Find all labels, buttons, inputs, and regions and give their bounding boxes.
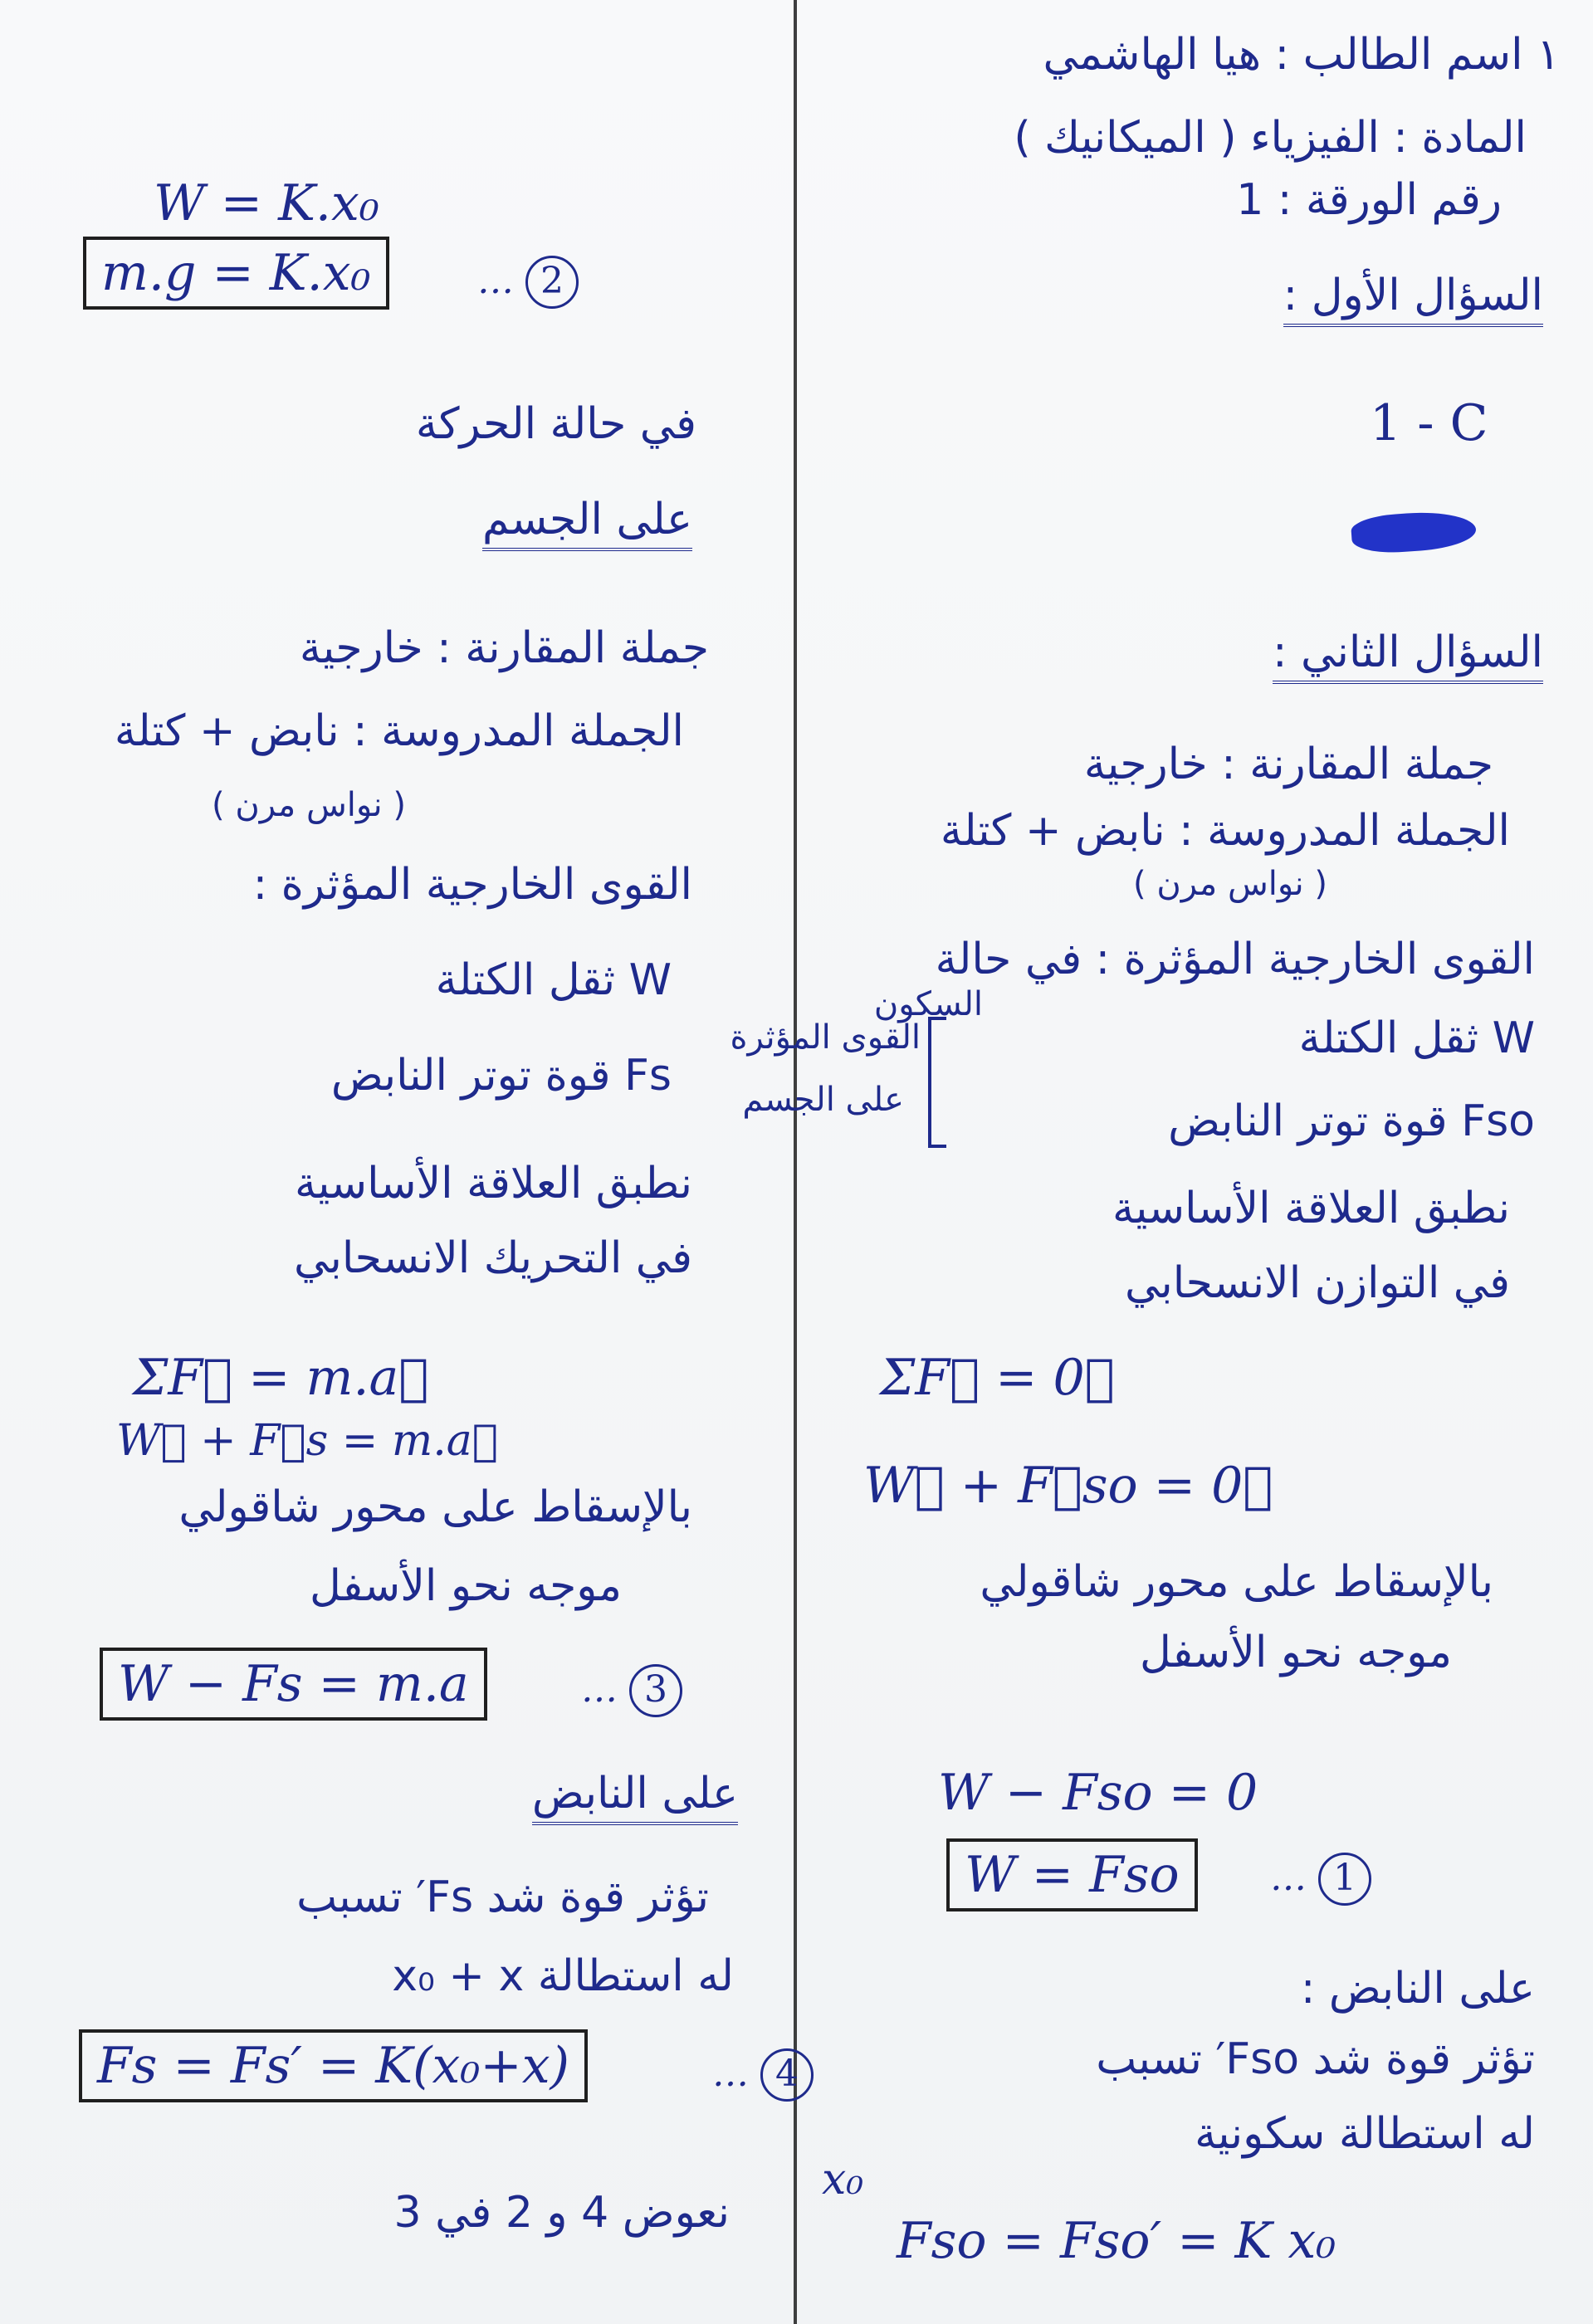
eq11-tag: … 4 [712, 2048, 814, 2102]
system-left: الجملة المدروسة : نابض + كتلة [114, 706, 684, 756]
eq7-box [83, 237, 389, 310]
spring2-left: له استطالة x₀ + x [392, 1951, 734, 2001]
eq9: W⃗ + F⃗s = m.a⃗ [116, 1416, 498, 1466]
eq8: ΣF⃗ = m.a⃗ [133, 1349, 429, 1407]
eq11: Fs = Fs′ = K(x₀+x) [97, 2037, 569, 2095]
eq10: W − Fs = m.a [118, 1655, 469, 1713]
eq10-box [100, 1648, 487, 1721]
eq4: W = Fso [965, 1846, 1180, 1904]
forces2-right: السكون [873, 985, 983, 1023]
sheet-number: رقم الورقة : 1 [1236, 175, 1502, 225]
forces-bracket [928, 1017, 946, 1148]
eq6: W = K.x₀ [154, 174, 379, 232]
motion1: في حالة الحركة [415, 399, 696, 449]
eq4-box [946, 1838, 1198, 1911]
frame-right: جملة المقارنة : خارجية [1083, 740, 1493, 789]
motion2: على الجسم [482, 498, 692, 551]
eq11-number: 4 [760, 2048, 814, 2102]
force-fso-right: Fso قوة توتر النابض [1168, 1096, 1535, 1146]
eq3: W − Fso = 0 [938, 1764, 1258, 1822]
eq10-tag: … 3 [581, 1664, 682, 1717]
spring2-right: له استطالة سكونية [1195, 2109, 1535, 2159]
forces-left: القوى الخارجية المؤثرة : [252, 860, 692, 910]
frame-left: جملة المقارنة : خارجية [299, 623, 709, 673]
system2-right: ( نواس مرن ) [1133, 865, 1327, 903]
q2-title: السؤال الثاني : [1273, 631, 1543, 684]
eq7: m.g = K.x₀ [101, 244, 371, 302]
spring-title-left: على النابض [532, 1772, 738, 1825]
page-divider [794, 0, 797, 2324]
scribble-mark [1351, 509, 1478, 555]
spring1-left: تؤثر قوة شد Fs′ تسبب [296, 1872, 709, 1922]
eq7-tag: … 2 [477, 256, 579, 309]
eq10-number: 3 [629, 1664, 682, 1717]
eq4-tag: … 1 [1270, 1853, 1371, 1906]
q1-title: السؤال الأول : [1283, 274, 1543, 327]
forces-right: القوى الخارجية المؤثرة : في حالة [935, 935, 1535, 984]
bracket-label1: القوى المؤثرة [730, 1018, 921, 1057]
eq11-box [79, 2029, 588, 2102]
substitution-note: نعوض 4 و 2 في 3 [393, 2188, 730, 2238]
law2-left: في التحريك الانسحابي [294, 1233, 692, 1283]
force-fs-left: Fs قوة توتر النابض [330, 1051, 672, 1101]
proj1-left: بالإسقاط على محور شاقولي [178, 1482, 692, 1532]
x0-right: x₀ [822, 2155, 864, 2204]
q1-answer: 1 - C [1370, 394, 1488, 452]
law1-left: نطبق العلاقة الأساسية [294, 1159, 692, 1208]
eq5: Fso = Fso′ = K x₀ [897, 2212, 1336, 2270]
force-w-left: W ثقل الكتلة [435, 955, 672, 1005]
law2-right: في التوازن الانسحابي [1124, 1258, 1510, 1308]
proj2-left: موجه نحو الأسفل [309, 1561, 622, 1611]
proj2-right: موجه نحو الأسفل [1139, 1628, 1452, 1677]
eq7-number: 2 [525, 256, 579, 309]
spring-title-right: على النابض : [1300, 1964, 1535, 2014]
proj1-right: بالإسقاط على محور شاقولي [980, 1557, 1493, 1607]
eq1: ΣF⃗ = 0⃗ [880, 1349, 1115, 1407]
system-right: الجملة المدروسة : نابض + كتلة [940, 806, 1510, 856]
law1-right: نطبق العلاقة الأساسية [1112, 1184, 1510, 1233]
system2-left: ( نواس مرن ) [212, 786, 406, 824]
spring1-right: تؤثر قوة شد Fso′ تسبب [1096, 2034, 1535, 2084]
eq2: W⃗ + F⃗so = 0⃗ [863, 1457, 1273, 1515]
bracket-label2: على الجسم [742, 1081, 904, 1119]
student-name: ١ اسم الطالب : هيا الهاشمي [1043, 30, 1560, 80]
eq4-number: 1 [1318, 1853, 1371, 1906]
subject: المادة : الفيزياء ( الميكانيك ) [1014, 113, 1527, 163]
force-w-right: W ثقل الكتلة [1298, 1013, 1535, 1063]
